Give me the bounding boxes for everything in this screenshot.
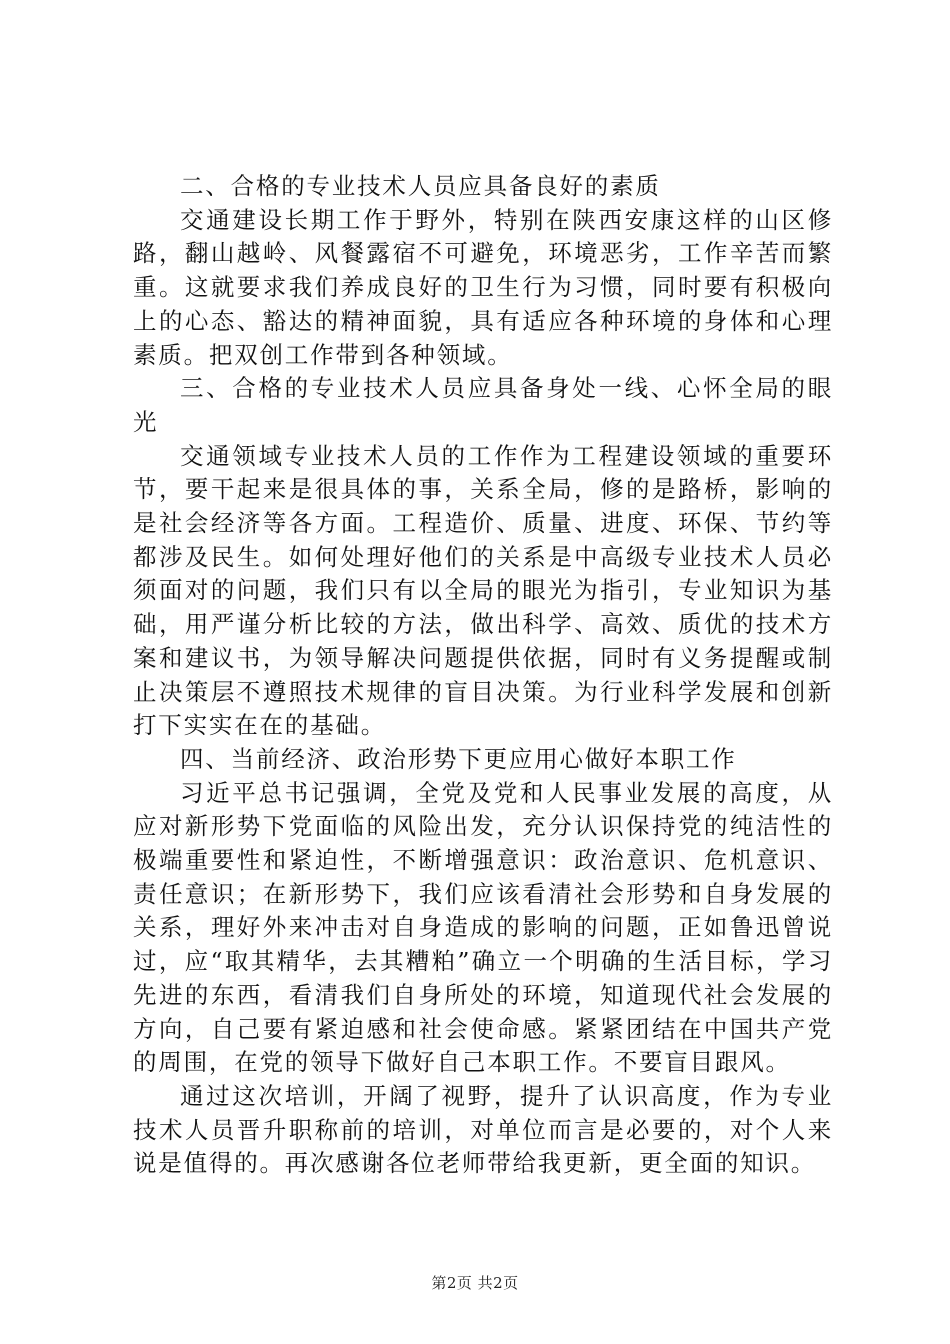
page-number-footer: 第2页 共2页: [431, 1274, 519, 1292]
section-heading-4: 四、当前经济、政治形势下更应用心做好本职工作: [180, 744, 737, 773]
body-paragraph: 交通建设长期工作于野外，特别在陕西安康这样的山区修路，翻山越岭、风餐露宿不可避免，环境恶劣，工作辛苦而繁重。这就要求我们养成良好的卫生行为习惯，同时要有积极向上的心态、豁达的精神面貌，具有适应各种环境的身体和心理素质。把双创工作带到各种领域。: [133, 205, 833, 369]
document-body: [133, 170, 833, 1181]
body-paragraph: 习近平总书记强调，全党及党和人民事业发展的高度，从应对新形势下党面临的风险出发，充分认识保持党的纯洁性的极端重要性和紧迫性，不断增强意识：政治意识、危机意识、责任意识；在新形势下，我们应该看清社会形势和自身发展的关系，理好外来冲击对自身造成的影响的问题，正如鲁迅曾说过，应“取其精华，去其糟粕”确立一个明确的生活目标，学习先进的东西，看清我们自身所处的环境，知道现代社会发展的方向，自己要有紧迫感和社会使命感。紧紧团结在中国共产党的周围，在党的领导下做好自己本职工作。不要盲目跟风。: [133, 778, 833, 1077]
section-heading-3: 三、合格的专业技术人员应具备身处一线、心怀全局的眼光: [133, 374, 833, 436]
section-heading-2: 二、合格的专业技术人员应具备良好的素质: [180, 172, 661, 200]
body-paragraph: 交通领域专业技术人员的工作作为工程建设领域的重要环节，要干起来是很具体的事，关系全局，修的是路桥，影响的是社会经济等各方面。工程造价、质量、进度、环保、节约等都涉及民生。如何处理好他们的关系是中高级专业技术人员必须面对的问题，我们只有以全局的眼光为指引，专业知识为基础，用严谨分析比较的方法，做出科学、高效、质优的技术方案和建议书，为领导解决问题提供依据，同时有义务提醒或制止决策层不遵照技术规律的盲目决策。为行业科学发展和创新打下实实在在的基础。: [133, 441, 833, 740]
closing-paragraph: 通过这次培训，开阔了视野，提升了认识高度，作为专业技术人员晋升职称前的培训，对单位而言是必要的，对个人来说是值得的。再次感谢各位老师带给我更新，更全面的知识。: [133, 1081, 833, 1178]
